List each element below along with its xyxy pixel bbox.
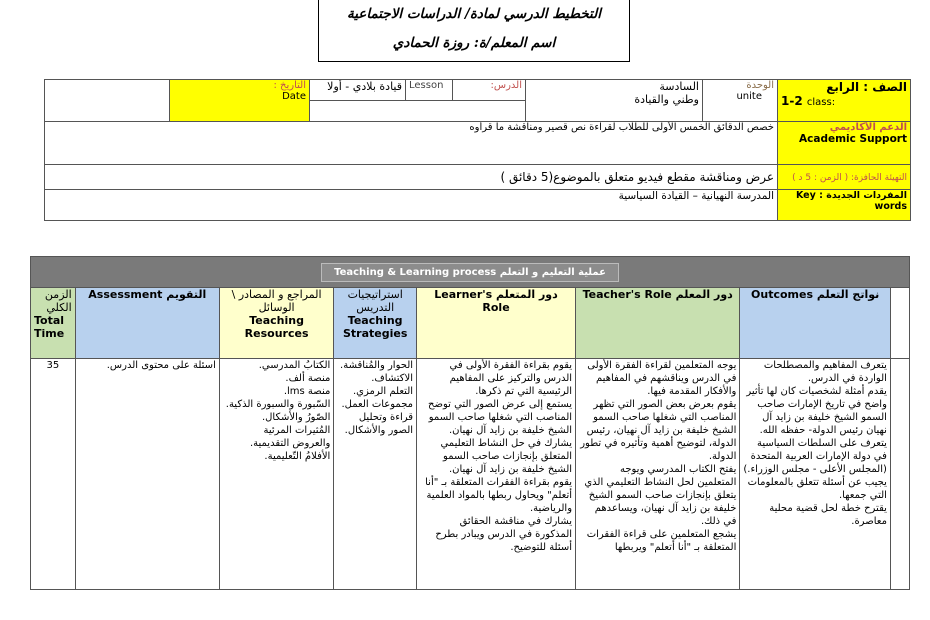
lesson-label-en: Lesson: [409, 80, 444, 91]
keywords-label-cell: [778, 190, 911, 221]
lesson-label-cell: [453, 80, 526, 101]
outcome-item: يقدم أمثلة لشخصيات كان لها تأثير واضح في تاريخ الإمارات صاحب السمو الشيخ خليفة بن زايد آل نهيان رئيس الدولة- حفظه الله.: [746, 386, 887, 436]
teacher-item: يوجه المتعلمين لقراءة الفقرة الأولى في الدرس ويناقشهم في المفاهيم والأفكار المقدمة فيها.: [587, 360, 737, 397]
blank-header: [890, 288, 909, 359]
grade-cell: [778, 80, 911, 122]
warmup-text-cell: [45, 165, 778, 190]
teacher-item: يشجع المتعلمين على قراءة الفقرات المتعلقة بـ "أنا أتعلم" ويربطها: [586, 529, 737, 553]
date-label-ar: التاريخ :: [273, 80, 306, 91]
outcome-item: يتعرف المفاهيم والمصطلحات الواردة في الدرس.: [763, 360, 887, 384]
resource-item: الأفلامُ التّعليمية.: [264, 451, 331, 462]
strategies-cell: [334, 359, 417, 590]
process-banner-label: عملية التعليم و التعلم Teaching & Learning process: [321, 263, 619, 282]
outcome-item: يقترح خطة لحل قضية محلية معاصرة.: [769, 503, 887, 527]
resources-cell: [219, 359, 334, 590]
outcome-item: يجيب عن أسئلة تتعلق بالمعلومات التي جمعها.: [747, 477, 887, 501]
strategy-item: الحوار والمُناقشة.: [340, 360, 414, 371]
date-value-cell: [45, 80, 170, 122]
warmup-label-cell: [778, 165, 911, 190]
keywords-text: المدرسة النهيانية – القيادة السياسية: [618, 190, 774, 202]
keywords-label: المفردات الجديدة : Key words: [795, 190, 907, 212]
support-label-cell: [778, 122, 911, 165]
assessment-header: التقويم Assessment: [75, 288, 219, 359]
assessment-cell: [75, 359, 219, 590]
blank-body: [890, 359, 909, 590]
resource-item: منصة lms.: [283, 386, 331, 397]
lesson-value-cell: [310, 80, 406, 101]
class-label: class:: [806, 97, 836, 108]
resource-item: الكتابُ المدرسي.: [258, 360, 331, 371]
time-header-ar: الزمن الكلي: [44, 288, 72, 314]
resources-header-ar: المراجع و المصادر \ الوسائل: [231, 288, 322, 314]
time-header: [31, 288, 76, 359]
unit-value-2: وطني والقيادة: [634, 93, 699, 106]
learner-item: يشارك في حل النشاط التعليمي المتعلق بإنجازات صاحب السمو الشيخ خليفة بن زايد آل نهيان.: [440, 438, 573, 475]
support-text-cell: [45, 122, 778, 165]
lesson-value: قيادة بلادي - أولا: [327, 80, 402, 93]
time-value: 35: [46, 360, 60, 371]
unit-label-en: unite: [736, 91, 762, 102]
date-label-en: Date: [282, 91, 306, 102]
unit-value-1: السادسة: [659, 80, 699, 93]
support-label-en: Academic Support: [799, 133, 907, 145]
lesson-label-en-cell: [406, 80, 453, 101]
learner-item: يقوم بقراءة الفقرات المتعلقة بـ "أنا أتعلم" ويحاول ربطها بالمواد العلمية والرياضية.: [425, 477, 573, 514]
teacher-header: دور المعلم Teacher's Role: [576, 288, 740, 359]
outcome-item: يتعرف على السلطات السياسية في دولة الإمارات العربية المتحدة (المجلس الأعلى - مجلس الوزراء.): [743, 438, 887, 475]
teacher-name: اسم المعلم/ة: روزة الحمادي: [392, 35, 556, 51]
time-cell: [31, 359, 76, 590]
class-value: 1-2: [781, 94, 803, 108]
teacher-item: يقوم بعرض بعض الصور التي تظهر المناصب التي شغلها صاحب السمو الشيخ خليفة بن زايد آل نهيان، رئيس الدولة، لتوضيح أهمية وتأثيره في تطور الدولة.: [580, 399, 737, 462]
warmup-label: التهيئة الحافزة: ( الزمن : 5 د ): [792, 172, 907, 183]
outcomes-cell: [740, 359, 891, 590]
resource-item: السّبورة والسبورة الذكية.: [225, 399, 331, 410]
learner-header: دور المتعلم Learner's Role: [417, 288, 576, 359]
time-header-en: Total Time: [34, 314, 65, 340]
teacher-item: يفتح الكتاب المدرسي ويوجه المتعلمين لحل النشاط التعليمي الذي يتعلق بإنجازات صاحب السمو الشيخ خليفة بن زايد آل نهيان، ويساعدهم في ذلك.: [584, 464, 737, 527]
strategy-item: التعلم الرمزي.: [352, 386, 414, 397]
document-header: [318, 0, 630, 62]
strategy-item: الاكتشاف.: [371, 373, 414, 384]
support-text: خصص الدقائق الخمس الأولى للطلاب لقراءة نص قصير ومناقشة ما قرأوه: [469, 122, 774, 133]
grade-label: الصف : الرابع: [826, 80, 907, 94]
resources-header-en: Teaching Resources: [244, 314, 309, 340]
resources-header: [219, 288, 334, 359]
strategy-item: قراءة وتحليل الصور والأشكال.: [344, 412, 414, 436]
strategies-header-ar: استراتيجيات التدريس: [347, 288, 403, 314]
resource-item: الصّورُ والأشكال.: [261, 412, 331, 423]
unit-label-ar: الوحدة: [746, 80, 774, 91]
learner-item: يشارك في مناقشة الحقائق المذكورة في الدرس ويبادر بطرح أسئلة للتوضيح.: [435, 516, 573, 553]
support-label-ar: الدعم الأكاديمي: [829, 122, 907, 133]
lesson-label-ar: الدرس:: [490, 80, 522, 91]
header-title: التخطيط الدرسي لمادة/ الدراسات الاجتماعية: [346, 6, 601, 22]
date-label-cell: [170, 80, 310, 122]
resource-item: منصة ألف.: [285, 373, 331, 384]
strategies-header: [334, 288, 417, 359]
unit-value-cell: [526, 80, 703, 122]
learner-item: يستمع إلى عرض الصور التي توضح المناصب التي شغلها صاحب السمو الشيخ خليفة بن زايد آل نهيان.: [428, 399, 573, 436]
learner-cell: [417, 359, 576, 590]
assessment-text: اسئلة على محتوى الدرس.: [106, 360, 216, 371]
teacher-cell: [576, 359, 740, 590]
strategy-item: مجموعات العمل.: [341, 399, 414, 410]
process-banner: [31, 257, 910, 288]
unit-label-cell: [703, 80, 778, 122]
keywords-text-cell: [45, 190, 778, 221]
process-table: [30, 256, 910, 590]
strategies-header-en: Teaching Strategies: [342, 314, 408, 340]
lesson-info-table: [44, 79, 911, 221]
lesson-spacer-cell: [310, 101, 526, 122]
warmup-text: عرض ومناقشة مقطع فيديو متعلق بالموضوع(5 دقائق ): [500, 170, 774, 184]
resource-item: المُثيرات المرئية والعروض التقديمية.: [249, 425, 331, 449]
learner-item: يقوم بقراءة الفقرة الأولى في الدرس والتركيز على المفاهيم الرئيسية التي تم ذكرها.: [449, 360, 573, 397]
outcomes-header: نواتج التعلم Outcomes: [740, 288, 891, 359]
